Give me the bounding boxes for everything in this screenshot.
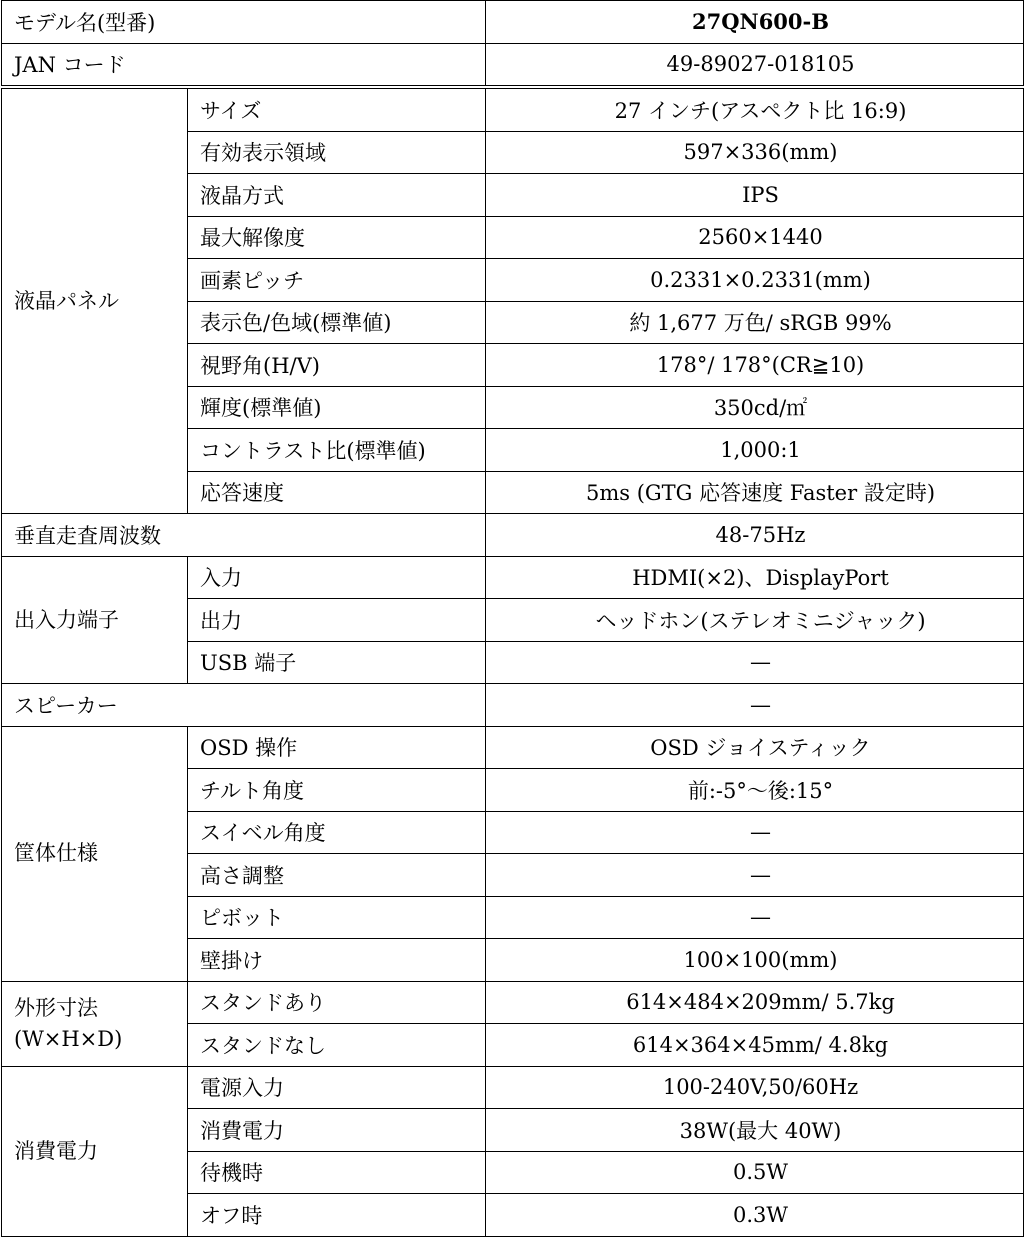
row-value: 前:-5°〜後:15° (486, 769, 1024, 812)
row-label: サイズ (188, 87, 486, 131)
speaker-label: スピーカー (2, 684, 486, 727)
vfreq-label: 垂直走査周波数 (2, 514, 486, 557)
row-label: 輝度(標準値) (188, 386, 486, 429)
row-label: スタンドあり (188, 981, 486, 1024)
row-value: 5ms (GTG 応答速度 Faster 設定時) (486, 471, 1024, 514)
row-value: OSD ジョイスティック (486, 726, 1024, 769)
row-value: 178°/ 178°(CR≧10) (486, 344, 1024, 387)
dims-category (2, 981, 188, 1066)
dims-category-line2: (W×H×D) (14, 1026, 123, 1051)
row-label: 表示色/色域(標準値) (188, 301, 486, 344)
model-value: 27QN600-B (486, 1, 1024, 44)
row-label: 視野角(H/V) (188, 344, 486, 387)
table-row (2, 556, 1024, 599)
row-value: 27 インチ(アスペクト比 16:9) (486, 87, 1024, 131)
panel-category: 液晶パネル (2, 87, 188, 514)
table-row (2, 1066, 1024, 1109)
row-label: ピボット (188, 896, 486, 939)
jan-row (2, 43, 1024, 87)
row-label: 高さ調整 (188, 854, 486, 897)
row-value: — (486, 896, 1024, 939)
row-label: 画素ピッチ (188, 259, 486, 302)
dims-category-line1: 外形寸法 (14, 996, 98, 1021)
vfreq-row (2, 514, 1024, 557)
body-category: 筐体仕様 (2, 726, 188, 981)
spec-table (1, 0, 1024, 1237)
jan-label: JAN コード (2, 43, 486, 87)
speaker-row (2, 684, 1024, 727)
row-value: 2560×1440 (486, 216, 1024, 259)
model-label: モデル名(型番) (2, 1, 486, 44)
row-value: 0.5W (486, 1151, 1024, 1194)
row-label: 最大解像度 (188, 216, 486, 259)
row-value: 約 1,677 万色/ sRGB 99% (486, 301, 1024, 344)
row-label: 応答速度 (188, 471, 486, 514)
vfreq-value: 48-75Hz (486, 514, 1024, 557)
table-row (2, 726, 1024, 769)
row-label: スタンドなし (188, 1024, 486, 1067)
row-value: 614×364×45mm/ 4.8kg (486, 1024, 1024, 1067)
row-value: ヘッドホン(ステレオミニジャック) (486, 599, 1024, 642)
row-value: HDMI(×2)、DisplayPort (486, 556, 1024, 599)
row-value: — (486, 641, 1024, 684)
row-label: コントラスト比(標準値) (188, 429, 486, 472)
row-value: 100-240V,50/60Hz (486, 1066, 1024, 1109)
table-row (2, 87, 1024, 131)
row-value: 0.2331×0.2331(mm) (486, 259, 1024, 302)
row-value: 1,000:1 (486, 429, 1024, 472)
power-category: 消費電力 (2, 1066, 188, 1236)
row-value: 614×484×209mm/ 5.7kg (486, 981, 1024, 1024)
row-value: 38W(最大 40W) (486, 1109, 1024, 1152)
row-label: 電源入力 (188, 1066, 486, 1109)
model-row (2, 1, 1024, 44)
row-value: — (486, 854, 1024, 897)
row-label: USB 端子 (188, 641, 486, 684)
row-label: 壁掛け (188, 939, 486, 982)
row-label: スイベル角度 (188, 811, 486, 854)
row-label: 有効表示領域 (188, 131, 486, 174)
row-label: OSD 操作 (188, 726, 486, 769)
jan-value: 49-89027-018105 (486, 43, 1024, 87)
table-row (2, 981, 1024, 1024)
row-label: 消費電力 (188, 1109, 486, 1152)
row-label: 入力 (188, 556, 486, 599)
speaker-value: — (486, 684, 1024, 727)
row-value: — (486, 811, 1024, 854)
row-label: 出力 (188, 599, 486, 642)
io-category: 出入力端子 (2, 556, 188, 684)
row-value: IPS (486, 174, 1024, 217)
row-label: 液晶方式 (188, 174, 486, 217)
row-value: 597×336(mm) (486, 131, 1024, 174)
row-label: オフ時 (188, 1194, 486, 1237)
row-value: 100×100(mm) (486, 939, 1024, 982)
row-value: 350cd/㎡ (486, 386, 1024, 429)
row-label: チルト角度 (188, 769, 486, 812)
row-value: 0.3W (486, 1194, 1024, 1237)
row-label: 待機時 (188, 1151, 486, 1194)
